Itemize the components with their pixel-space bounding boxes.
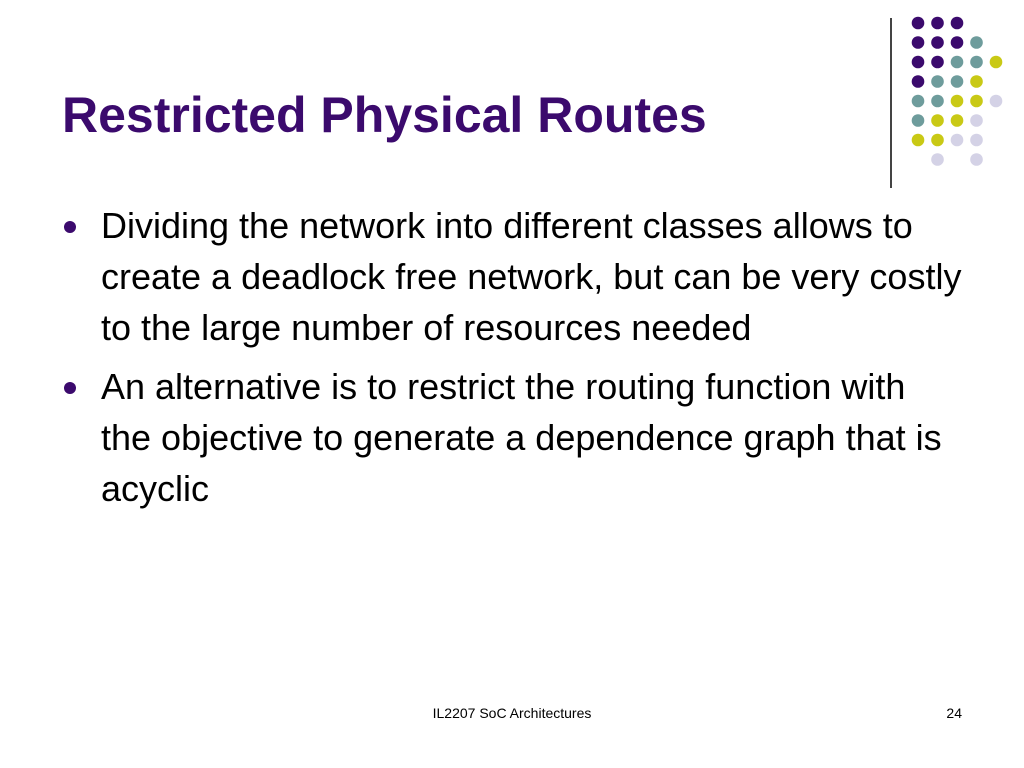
decorative-dot <box>951 95 964 108</box>
slide-title: Restricted Physical Routes <box>62 87 707 143</box>
decorative-dot <box>970 95 983 108</box>
bullet-icon <box>64 382 76 394</box>
decorative-dot <box>931 17 944 30</box>
decorative-dot <box>951 114 964 127</box>
decorative-dot <box>912 36 925 49</box>
decorative-dot <box>931 56 944 69</box>
footer-title: IL2207 SoC Architectures <box>432 705 592 721</box>
decorative-dot <box>951 36 964 49</box>
decorative-dot <box>912 95 925 108</box>
bullet-item <box>62 361 962 514</box>
decorative-dot <box>912 134 925 147</box>
decorative-dot <box>951 56 964 69</box>
decorative-dot <box>931 36 944 49</box>
decorative-dot <box>912 17 925 30</box>
decorative-dot <box>912 114 925 127</box>
decorative-dot <box>970 153 983 166</box>
bullet-text: An alternative is to restrict the routing function with the objective to generate a dependence graph that is acyclic <box>101 366 942 509</box>
decorative-dot <box>951 75 964 88</box>
decorative-dot <box>970 56 983 69</box>
bullet-icon <box>64 221 76 233</box>
decorative-dot <box>912 56 925 69</box>
decorative-dot <box>990 56 1003 69</box>
decorative-dot <box>970 36 983 49</box>
decorative-dot <box>931 75 944 88</box>
decorative-dot <box>951 134 964 147</box>
decorative-dot <box>931 95 944 108</box>
bullet-list <box>62 200 962 522</box>
decorative-dot <box>990 95 1003 108</box>
page-number: 24 <box>946 705 962 721</box>
bullet-text: Dividing the network into different classes allows to create a deadlock free network, but can be very costly to the large number of resources needed <box>101 205 962 348</box>
decorative-dot <box>931 134 944 147</box>
decorative-dot <box>970 75 983 88</box>
decorative-dot <box>951 17 964 30</box>
decorative-dot <box>970 134 983 147</box>
decorative-dot <box>970 114 983 127</box>
title-divider-line <box>890 18 892 188</box>
decorative-dot <box>931 114 944 127</box>
bullet-item <box>62 200 962 353</box>
decorative-dot <box>931 153 944 166</box>
decorative-dot <box>912 75 925 88</box>
